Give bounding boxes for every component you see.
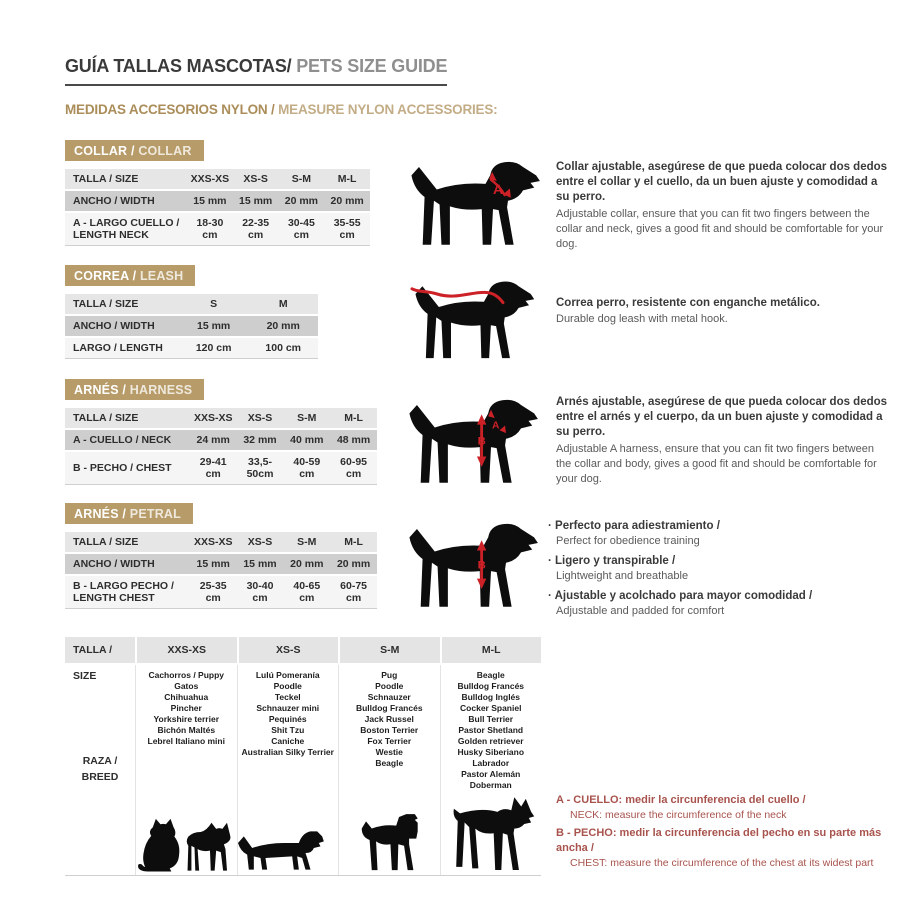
petral-marker-b: B bbox=[477, 559, 486, 572]
description-en: Durable dog leash with metal hook. bbox=[556, 313, 728, 326]
cell: 35-55 cm bbox=[324, 213, 370, 246]
breed-list bbox=[242, 670, 334, 758]
cell: 30-45 cm bbox=[279, 213, 325, 246]
leash-size-table bbox=[65, 292, 318, 361]
petral-section-badge bbox=[65, 503, 193, 524]
breed-item: Poodle bbox=[273, 681, 302, 691]
breed-item: Bull Terrier bbox=[468, 714, 514, 724]
table-row bbox=[65, 169, 370, 189]
cell: S-M bbox=[283, 408, 330, 428]
cell: 120 cm bbox=[179, 338, 249, 359]
row-label: TALLA / SIZE bbox=[65, 294, 179, 314]
breed-column-xs-s bbox=[238, 665, 340, 875]
collar-size-table bbox=[65, 167, 370, 248]
raza-breed-label bbox=[65, 665, 136, 875]
page-subtitle bbox=[65, 102, 497, 117]
feature-es: · Perfecto para adiestramiento / bbox=[548, 519, 880, 534]
breed-item: Cachorros / Puppy bbox=[148, 670, 225, 680]
page-title-es: GUÍA TALLAS MASCOTAS/ bbox=[65, 56, 292, 76]
breed-item: Chihuahua bbox=[164, 692, 209, 702]
feature-item bbox=[548, 589, 880, 619]
badge-label-en: HARNESS bbox=[129, 383, 193, 397]
description-es: Collar ajustable, asegúrese de que pueda colocar dos dedos entre el collar y el cuello, da un buen ajuste y comodidad a su perro. bbox=[556, 161, 888, 204]
cell: 100 cm bbox=[248, 338, 318, 359]
petral-size-table bbox=[65, 530, 377, 611]
cell: 15 mm bbox=[233, 191, 279, 211]
badge-label-en: LEASH bbox=[139, 269, 184, 283]
dog-with-harness-silhouette bbox=[401, 385, 551, 498]
petral-features bbox=[548, 519, 880, 623]
cell: XXS-XS bbox=[190, 408, 237, 428]
breed-header-size: S-M bbox=[340, 637, 440, 663]
breed-item: Labrador bbox=[472, 758, 510, 768]
measure-notes bbox=[556, 793, 900, 874]
schnauzer-silhouette bbox=[346, 807, 432, 873]
table-row bbox=[65, 452, 377, 485]
feature-en: Adjustable and padded for comfort bbox=[556, 604, 725, 617]
dog-with-collar-silhouette bbox=[403, 147, 553, 260]
table-row bbox=[65, 576, 377, 609]
cell: 15 mm bbox=[237, 554, 284, 574]
dog-with-leash-silhouette bbox=[398, 268, 556, 372]
cell: XS-S bbox=[237, 532, 284, 552]
breed-item: Bichón Maltés bbox=[157, 725, 216, 735]
page-subtitle-es: MEDIDAS ACCESORIOS NYLON / bbox=[65, 102, 275, 117]
cell: S bbox=[179, 294, 249, 314]
breed-item: Jack Russel bbox=[364, 714, 414, 724]
raza-label-es: RAZA / bbox=[82, 755, 118, 768]
table-row bbox=[65, 294, 318, 314]
breed-item: Pincher bbox=[170, 703, 202, 713]
feature-en: Lightweight and breathable bbox=[556, 569, 689, 582]
breed-item: Bulldog Francés bbox=[457, 681, 525, 691]
table-row bbox=[65, 430, 377, 450]
harness-section-badge bbox=[65, 379, 204, 400]
cell: 20 mm bbox=[248, 316, 318, 336]
page-subtitle-en: MEASURE NYLON ACCESSORIES: bbox=[274, 102, 498, 117]
cell: 18-30 cm bbox=[187, 213, 233, 246]
breed-item: Boston Terrier bbox=[360, 725, 419, 735]
breed-item: Husky Siberiano bbox=[457, 747, 525, 757]
note-item bbox=[556, 826, 900, 870]
badge-label-es: COLLAR / bbox=[74, 144, 135, 158]
breed-column-s-m bbox=[339, 665, 441, 875]
row-label: ANCHO / WIDTH bbox=[65, 191, 187, 211]
breed-item: Schnauzer mini bbox=[256, 703, 320, 713]
row-label: LARGO / LENGTH bbox=[65, 338, 179, 359]
breed-list bbox=[148, 670, 225, 747]
row-label: B - PECHO / CHEST bbox=[65, 452, 190, 485]
breed-table-body bbox=[65, 665, 541, 876]
cell: XS-S bbox=[233, 169, 279, 189]
breed-header-label: TALLA / SIZE bbox=[65, 637, 135, 663]
cell: 48 mm bbox=[330, 430, 377, 450]
harness-description bbox=[556, 395, 888, 488]
badge-label-es: ARNÉS / bbox=[74, 383, 127, 397]
breed-item: Yorkshire terrier bbox=[153, 714, 219, 724]
breed-item: Shit Tzu bbox=[271, 725, 305, 735]
cell: 32 mm bbox=[237, 430, 284, 450]
cell: M bbox=[248, 294, 318, 314]
cell: 15 mm bbox=[179, 316, 249, 336]
leash-description bbox=[556, 296, 888, 328]
breed-header-size: M-L bbox=[442, 637, 542, 663]
table-row bbox=[65, 213, 370, 246]
cell: 40-65 cm bbox=[283, 576, 330, 609]
note-es: A - CUELLO: medir la circunferencia del cuello / bbox=[556, 794, 806, 806]
breed-item: Caniche bbox=[271, 736, 305, 746]
feature-item bbox=[548, 519, 880, 549]
cell: 30-40 cm bbox=[237, 576, 284, 609]
breed-list bbox=[356, 670, 423, 769]
cell: 60-75 cm bbox=[330, 576, 377, 609]
cell: XXS-XS bbox=[190, 532, 237, 552]
cell: 20 mm bbox=[279, 191, 325, 211]
cell: M-L bbox=[330, 408, 377, 428]
breed-column-xxs-xs bbox=[136, 665, 238, 875]
note-en: NECK: measure the circumference of the neck bbox=[570, 808, 787, 821]
breed-item: Beagle bbox=[375, 758, 404, 768]
breed-item: Australian Silky Terrier bbox=[241, 747, 334, 757]
breed-item: Westie bbox=[375, 747, 403, 757]
cell: 24 mm bbox=[190, 430, 237, 450]
raza-label-en: BREED bbox=[81, 771, 119, 783]
breed-item: Bulldog Francés bbox=[355, 703, 423, 713]
feature-en: Perfect for obedience training bbox=[556, 534, 700, 547]
breed-item: Lulú Pomeranía bbox=[255, 670, 320, 680]
row-label: TALLA / SIZE bbox=[65, 532, 190, 552]
breed-item: Pastor Shetland bbox=[458, 725, 524, 735]
breed-item: Beagle bbox=[476, 670, 505, 680]
breed-item: Poodle bbox=[375, 681, 404, 691]
badge-label-en: PETRAL bbox=[129, 507, 181, 521]
cell: XS-S bbox=[237, 408, 284, 428]
description-es: Correa perro, resistente con enganche metálico. bbox=[556, 297, 820, 309]
dog-with-petral-silhouette bbox=[401, 509, 551, 622]
harness-marker-b: B bbox=[477, 435, 486, 448]
note-es: B - PECHO: medir la circunferencia del pecho en su parte más ancha / bbox=[556, 827, 882, 854]
breed-header-size: XS-S bbox=[239, 637, 339, 663]
table-row bbox=[65, 338, 318, 359]
cell: 60-95 cm bbox=[330, 452, 377, 485]
cell: 20 mm bbox=[330, 554, 377, 574]
collar-section-badge bbox=[65, 140, 204, 161]
cell: 29-41 cm bbox=[190, 452, 237, 485]
badge-label-es: ARNÉS / bbox=[74, 507, 127, 521]
cell: 40 mm bbox=[283, 430, 330, 450]
breed-item: Gatos bbox=[174, 681, 199, 691]
table-row bbox=[65, 408, 377, 428]
breed-table bbox=[65, 637, 541, 876]
description-es: Arnés ajustable, asegúrese de que pueda colocar dos dedos entre el arnés y el cuerpo, da un buen ajuste y comodidad a su perro. bbox=[556, 396, 888, 439]
row-label: ANCHO / WIDTH bbox=[65, 316, 179, 336]
note-en: CHEST: measure the circumference of the chest at its widest part bbox=[570, 856, 874, 869]
cell: 33,5-50cm bbox=[237, 452, 284, 485]
breed-header-size: XXS-XS bbox=[137, 637, 237, 663]
description-en: Adjustable A harness, ensure that you can fit two fingers between the collar and body, gives a good fit and should be comfortable for your dog. bbox=[556, 442, 877, 486]
breed-item: Doberman bbox=[469, 780, 512, 790]
cell: M-L bbox=[324, 169, 370, 189]
cell: 20 mm bbox=[324, 191, 370, 211]
page-title bbox=[65, 56, 447, 86]
breed-item: Pug bbox=[381, 670, 398, 680]
cat-and-chihuahua-silhouette bbox=[136, 815, 238, 873]
doberman-silhouette bbox=[446, 795, 536, 873]
cell: 15 mm bbox=[190, 554, 237, 574]
row-label: A - CUELLO / NECK bbox=[65, 430, 190, 450]
feature-es: · Ajustable y acolchado para mayor comodidad / bbox=[548, 589, 880, 604]
breed-item: Pastor Alemán bbox=[461, 769, 521, 779]
collar-description bbox=[556, 160, 888, 253]
cell: 40-59 cm bbox=[283, 452, 330, 485]
table-row bbox=[65, 191, 370, 211]
feature-es: · Ligero y transpirable / bbox=[548, 554, 880, 569]
row-label: B - LARGO PECHO / LENGTH CHEST bbox=[65, 576, 190, 609]
cell: 25-35 cm bbox=[190, 576, 237, 609]
harness-size-table bbox=[65, 406, 377, 487]
cell: 22-35 cm bbox=[233, 213, 279, 246]
leash-section-badge bbox=[65, 265, 195, 286]
note-item bbox=[556, 793, 900, 822]
breed-item: Schnauzer bbox=[367, 692, 411, 702]
row-label: TALLA / SIZE bbox=[65, 169, 187, 189]
cell: 15 mm bbox=[187, 191, 233, 211]
row-label: TALLA / SIZE bbox=[65, 408, 190, 428]
badge-label-en: COLLAR bbox=[138, 144, 192, 158]
cell: S-M bbox=[283, 532, 330, 552]
dachshund-silhouette bbox=[238, 823, 340, 873]
cell: S-M bbox=[279, 169, 325, 189]
table-row bbox=[65, 554, 377, 574]
breed-column-m-l bbox=[441, 665, 542, 875]
feature-item bbox=[548, 554, 880, 584]
breed-list bbox=[457, 670, 524, 791]
breed-item: Pequinés bbox=[268, 714, 307, 724]
breed-item: Bulldog Inglés bbox=[461, 692, 521, 702]
cell: 20 mm bbox=[283, 554, 330, 574]
breed-item: Lebrel Italiano mini bbox=[147, 736, 225, 746]
cell: M-L bbox=[330, 532, 377, 552]
page-title-en: PETS SIZE GUIDE bbox=[291, 56, 448, 76]
breed-item: Golden retriever bbox=[457, 736, 524, 746]
breed-item: Fox Terrier bbox=[367, 736, 412, 746]
description-en: Adjustable collar, ensure that you can fit two fingers between the collar and neck, gives a good fit and should be comfortable for your dog. bbox=[556, 207, 884, 251]
harness-marker-a: A bbox=[491, 420, 500, 432]
breed-item: Cocker Spaniel bbox=[460, 703, 522, 713]
collar-marker-a: A bbox=[493, 181, 504, 198]
cell: XXS-XS bbox=[187, 169, 233, 189]
row-label: A - LARGO CUELLO / LENGTH NECK bbox=[65, 213, 187, 246]
table-row bbox=[65, 532, 377, 552]
breed-item: Teckel bbox=[274, 692, 301, 702]
row-label: ANCHO / WIDTH bbox=[65, 554, 190, 574]
badge-label-es: CORREA / bbox=[74, 269, 137, 283]
table-row bbox=[65, 316, 318, 336]
